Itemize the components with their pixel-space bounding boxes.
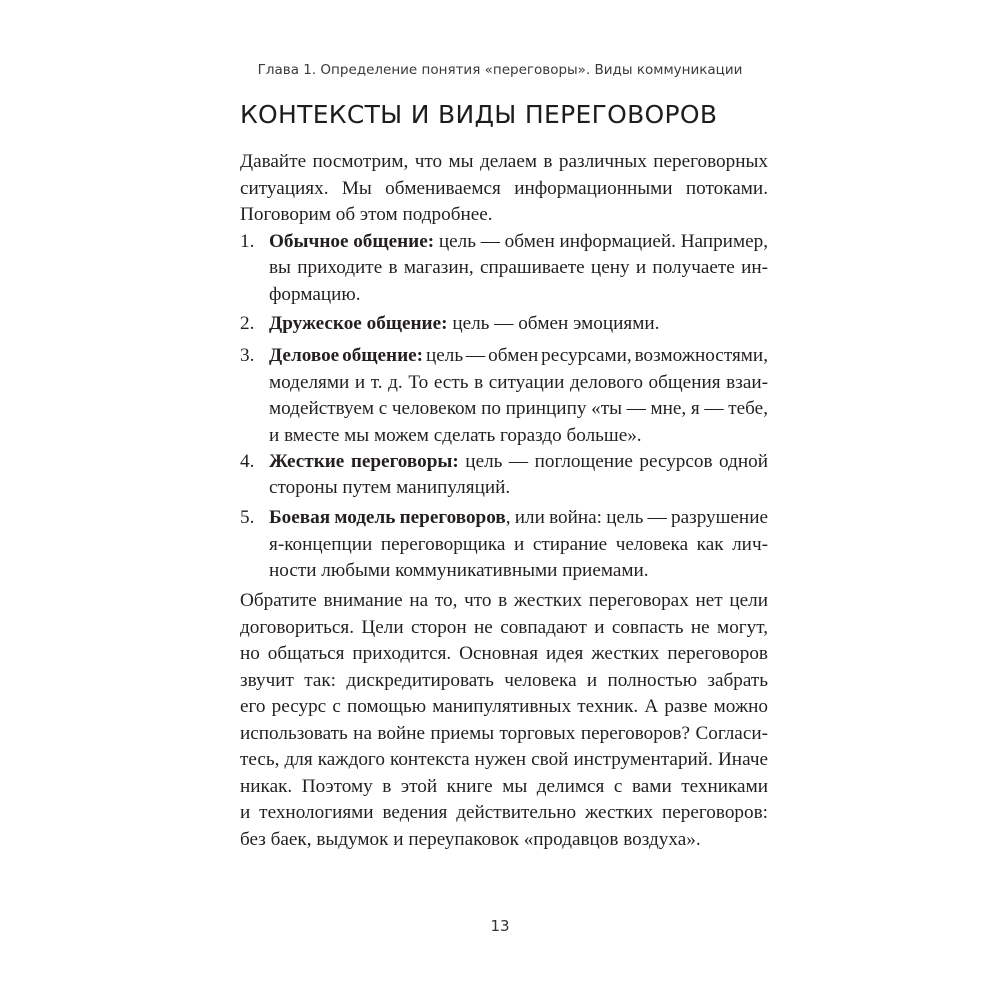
list-number: 1. <box>240 231 255 252</box>
paragraph-line: его ресурс с помощью манипулятивных техник. А разве можно <box>240 696 768 717</box>
paragraph-line: Обратите внимание на то, что в жестких переговорах нет цели <box>240 590 768 611</box>
list-item-line <box>269 343 768 369</box>
list-item-line: модействуем с человеком по принципу «ты — мне, я — тебе, <box>269 398 768 419</box>
paragraph-line: тесь, для каждого контекста нужен свой инструментарий. Иначе <box>240 749 768 770</box>
list-item-line: стороны путем манипуляций. <box>269 477 511 498</box>
list-item-line <box>269 449 768 475</box>
list-item-line: вы приходите в магазин, спрашиваете цену и получаете ин- <box>269 257 768 278</box>
list-item-line: и вместе мы можем сделать гораздо больше». <box>269 425 642 446</box>
list-text: , или война: цель — разрушение <box>505 507 768 528</box>
paragraph-line: но общаться приходится. Основная идея жестких переговоров <box>240 643 768 664</box>
list-term: Обычное общение: <box>269 231 435 252</box>
list-item-line: формацию. <box>269 284 361 305</box>
paragraph-line: без баек, выдумок и переупаковок «продавцов воздуха». <box>240 829 701 850</box>
page-number: 13 <box>490 917 510 935</box>
list-item-line <box>269 229 768 255</box>
list-item-line <box>269 505 768 531</box>
paragraph-line: и технологиями ведения действительно жестких переговоров: <box>240 802 768 823</box>
list-text: цель — обмен эмоциями. <box>447 313 660 334</box>
list-term: Дружеское общение: <box>269 313 448 334</box>
intro-line: Поговорим об этом подробнее. <box>240 204 493 225</box>
intro-line: Давайте посмотрим, что мы делаем в различных переговорных <box>240 151 768 172</box>
list-number: 4. <box>240 451 255 472</box>
list-text: цель — обмен ресурсами, возможностями, <box>423 345 768 366</box>
list-term: Жесткие переговоры: <box>269 451 459 472</box>
list-number: 5. <box>240 507 255 528</box>
paragraph-line: договориться. Цели сторон не совпадают и совпасть не могут, <box>240 617 768 638</box>
list-text: цель — поглощение ресурсов одной <box>458 451 768 472</box>
list-number: 3. <box>240 345 255 366</box>
list-text: цель — обмен информацией. Например, <box>434 231 768 252</box>
list-item-line <box>269 311 659 337</box>
paragraph-line: звучит так: дискредитировать человека и полностью забрать <box>240 670 768 691</box>
intro-line: ситуациях. Мы обмениваемся информационными потоками. <box>240 178 768 199</box>
list-term: Боевая модель переговоров <box>269 507 506 528</box>
paragraph-line: использовать на войне приемы торговых переговоров? Согласи- <box>240 723 768 744</box>
list-number: 2. <box>240 313 255 334</box>
section-title: КОНТЕКСТЫ И ВИДЫ ПЕРЕГОВОРОВ <box>240 100 718 129</box>
list-term: Деловое общение: <box>269 345 424 366</box>
list-item-line: ности любыми коммуникативными приемами. <box>269 560 649 581</box>
list-item-line: моделями и т. д. То есть в ситуации делового общения взаи- <box>269 372 768 393</box>
running-header: Глава 1. Определение понятия «переговоры». Виды коммуникации <box>257 62 743 78</box>
paragraph-line: никак. Поэтому в этой книге мы делимся с вами техниками <box>240 776 768 797</box>
list-item-line: я-концепции переговорщика и стирание человека как лич- <box>269 534 768 555</box>
